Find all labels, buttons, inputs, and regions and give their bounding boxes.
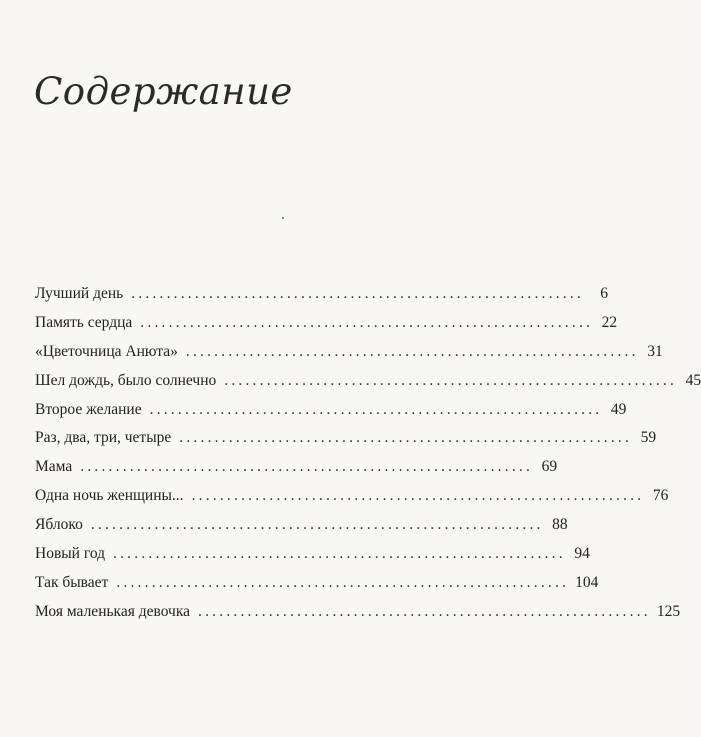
toc-entry-title: Одна ночь женщины... bbox=[35, 487, 184, 505]
toc-entry-title: Лучший день bbox=[35, 285, 124, 302]
toc-entry bbox=[35, 458, 558, 487]
toc-entry-page: 69 bbox=[541, 458, 558, 476]
toc-entry-page: 49 bbox=[610, 400, 627, 418]
toc-entry-page: 76 bbox=[652, 487, 669, 505]
toc-dot-leader: ................................................................ bbox=[224, 371, 678, 389]
toc-entry bbox=[35, 400, 627, 430]
toc-dot-leader: ................................................................ bbox=[149, 400, 603, 418]
toc-dot-leader: ................................................................ bbox=[198, 602, 651, 620]
toc-entry-page: 6 bbox=[600, 285, 609, 302]
toc-entry-page: 104 bbox=[575, 573, 599, 591]
toc-entry-title: «Цветочница Анюта» bbox=[35, 342, 178, 360]
toc-entry bbox=[35, 342, 663, 372]
toc-entry-title: Шел дождь, было солнечно bbox=[35, 371, 217, 389]
toc-entry bbox=[35, 285, 609, 314]
page-title: Содержание bbox=[34, 70, 293, 113]
toc-dot-leader: ................................................................ bbox=[80, 458, 534, 476]
toc-entry bbox=[35, 313, 618, 343]
toc-entry-title: Память сердца bbox=[35, 313, 133, 331]
toc-entry bbox=[35, 602, 681, 632]
toc-dot-leader: ................................................................ bbox=[140, 313, 594, 331]
toc-dot-leader: ................................................................ bbox=[90, 516, 544, 534]
toc-dot-leader: ................................................................ bbox=[116, 573, 570, 591]
toc-entry bbox=[35, 487, 669, 516]
toc-dot-leader: ................................................................ bbox=[131, 285, 585, 302]
toc-entry-title: Мама bbox=[35, 458, 73, 476]
toc-entry-page: 31 bbox=[647, 342, 663, 360]
toc-entry bbox=[35, 516, 568, 545]
toc-entry-page: 22 bbox=[601, 313, 618, 331]
toc-entry-title: Яблоко bbox=[35, 516, 83, 534]
toc-entry-page: 94 bbox=[574, 545, 590, 563]
toc-entry-title: Моя маленькая девочка bbox=[35, 602, 191, 620]
toc-entry-title: Так бывает bbox=[35, 573, 109, 591]
toc-dot-leader: ................................................................ bbox=[185, 342, 639, 360]
toc-entry bbox=[35, 573, 599, 603]
toc-entry-title: Раз, два, три, четыре bbox=[35, 429, 172, 447]
toc-dot-leader: ................................................................ bbox=[191, 487, 645, 505]
table-of-contents bbox=[35, 285, 701, 632]
toc-entry bbox=[35, 371, 701, 401]
toc-entry-page: 88 bbox=[552, 516, 568, 534]
toc-entry-title: Новый год bbox=[35, 545, 106, 563]
toc-dot-leader: ................................................................ bbox=[179, 429, 633, 447]
ink-speck bbox=[282, 217, 284, 219]
toc-entry-page: 59 bbox=[640, 429, 657, 447]
toc-entry-page: 45 bbox=[685, 371, 701, 389]
toc-entry-title: Второе желание bbox=[35, 400, 142, 418]
toc-entry bbox=[35, 429, 657, 458]
toc-dot-leader: ................................................................ bbox=[113, 545, 566, 563]
toc-entry bbox=[35, 545, 590, 574]
toc-entry-page: 125 bbox=[656, 602, 681, 620]
